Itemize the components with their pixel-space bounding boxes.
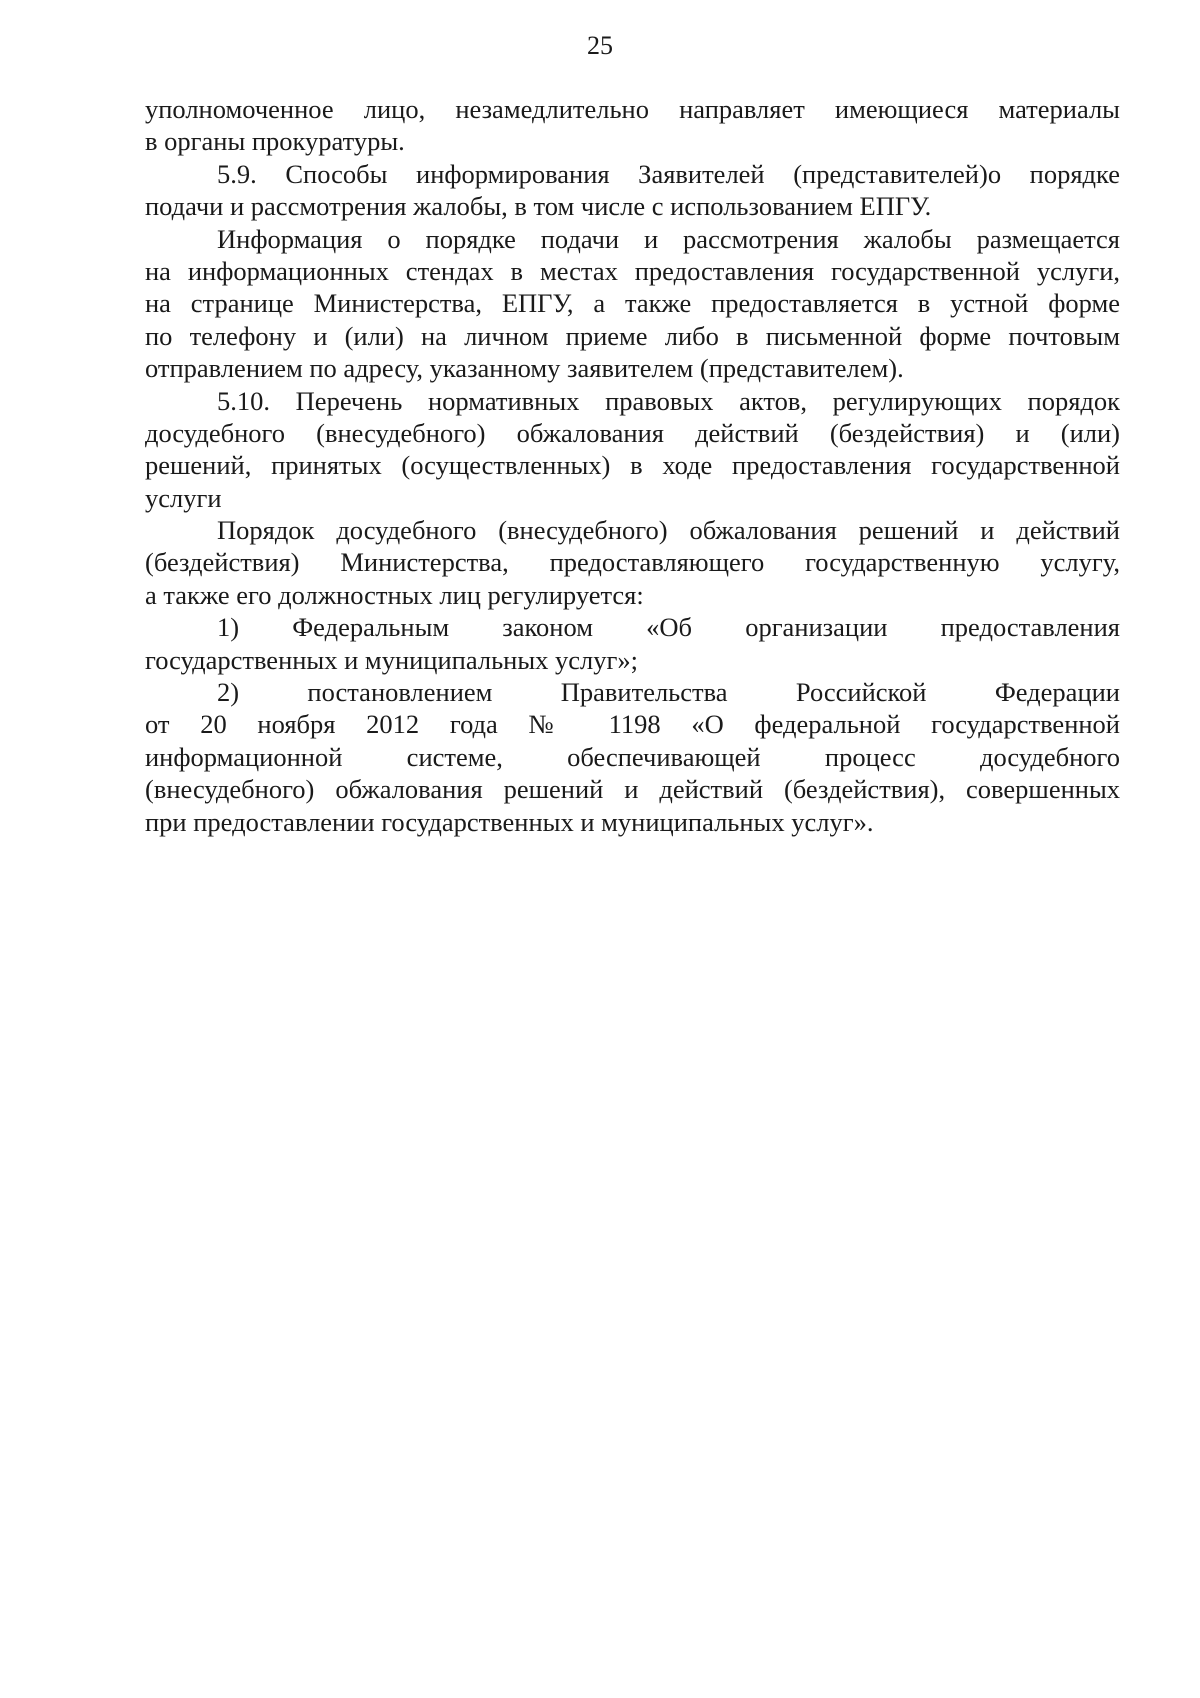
text-line: досудебного (внесудебного) обжалования действий (бездействия) и (или): [145, 417, 1120, 448]
text-line: Информация о порядке подачи и рассмотрения жалобы размещается: [217, 223, 1120, 254]
text-line: на информационных стендах в местах предоставления государственной услуги,: [145, 255, 1120, 286]
text-line: 1) Федеральным законом «Об организации предоставления: [217, 612, 1120, 643]
text-line: услуги: [145, 482, 222, 513]
text-line: на странице Министерства, ЕПГУ, а также предоставляется в устной форме: [145, 288, 1120, 319]
text-line: Порядок досудебного (внесудебного) обжалования решений и действий: [217, 515, 1120, 546]
text-line: подачи и рассмотрения жалобы, в том числе с использованием ЕПГУ.: [145, 191, 932, 222]
text-line: а также его должностных лиц регулируется:: [145, 579, 644, 610]
text-line: решений, принятых (осуществленных) в ходе предоставления государственной: [145, 450, 1120, 481]
text-line: при предоставлении государственных и муниципальных услуг».: [145, 806, 874, 837]
document-body: [145, 93, 1120, 838]
text-line: отправлением по адресу, указанному заявителем (представителем).: [145, 353, 904, 384]
page-number: 25: [587, 31, 613, 60]
text-line: по телефону и (или) на личном приеме либо в письменной форме почтовым: [145, 320, 1120, 351]
text-line: 5.9. Способы информирования Заявителей (представителей)о порядке: [217, 158, 1120, 189]
text-line: государственных и муниципальных услуг»;: [145, 644, 638, 675]
text-line: от 20 ноября 2012 года № 1198 «О федеральной государственной: [145, 709, 1120, 740]
text-line: в органы прокуратуры.: [145, 126, 405, 157]
text-line: уполномоченное лицо, незамедлительно направляет имеющиеся материалы: [145, 94, 1120, 124]
text-line: (бездействия) Министерства, предоставляющего государственную услугу,: [145, 547, 1120, 578]
text-line: (внесудебного) обжалования решений и действий (бездействия), совершенных: [145, 774, 1120, 805]
text-line: 2) постановлением Правительства Российской Федерации: [217, 677, 1120, 708]
text-line: 5.10. Перечень нормативных правовых актов, регулирующих порядок: [217, 385, 1120, 416]
text-line: информационной системе, обеспечивающей процесс досудебного: [145, 741, 1120, 772]
